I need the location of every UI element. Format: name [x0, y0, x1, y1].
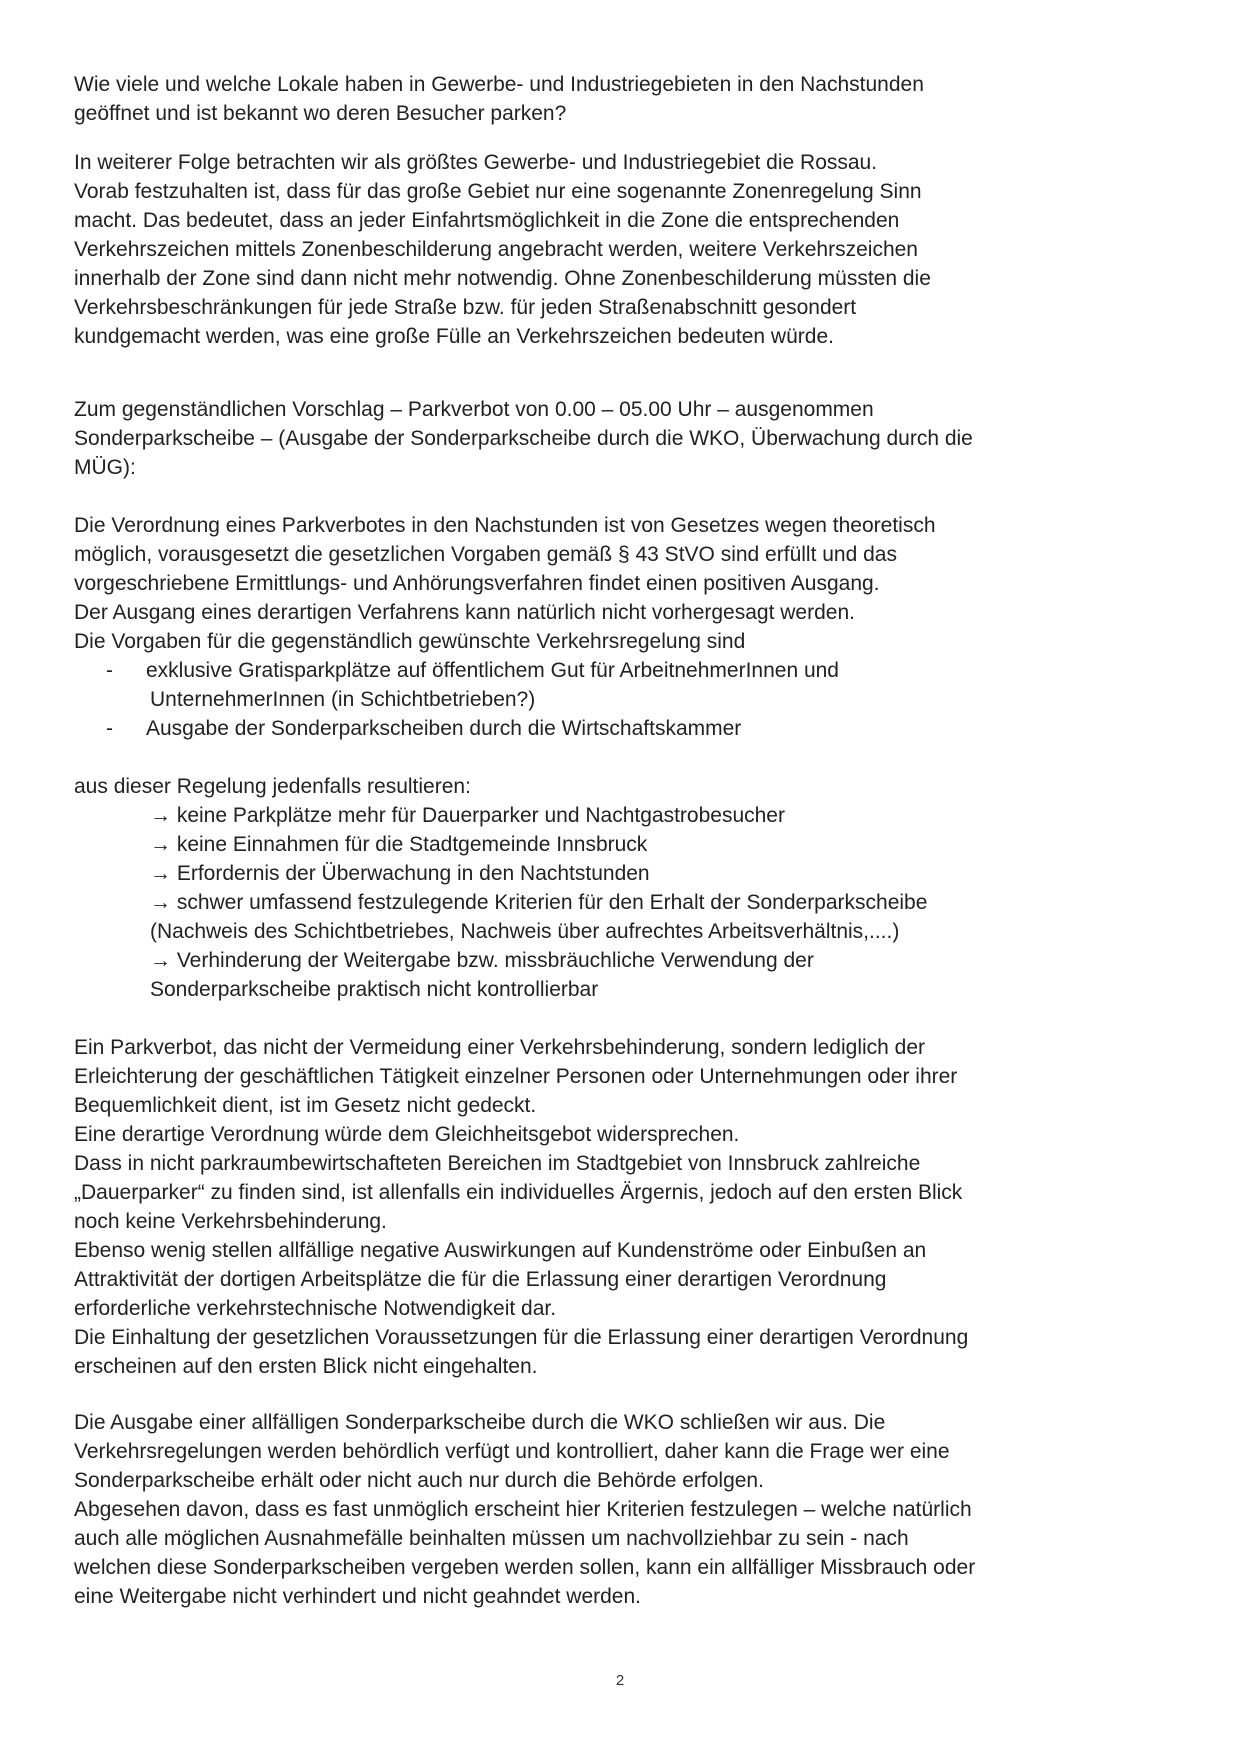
consequence-item: → schwer umfassend festzulegende Kriterien für den Erhalt der Sonderparkscheibe — [150, 891, 928, 914]
text-line: noch keine Verkehrsbehinderung. — [74, 1210, 387, 1233]
text-line: Ebenso wenig stellen allfällige negative Auswirkungen auf Kundenströme oder Einbußen an — [74, 1239, 927, 1262]
text-line: Verkehrsbeschränkungen für jede Straße bzw. für jeden Straßenabschnitt gesondert — [74, 296, 857, 319]
text-line: eine Weitergabe nicht verhindert und nicht geahndet werden. — [74, 1585, 641, 1608]
consequences-heading: aus dieser Regelung jedenfalls resultieren: — [74, 775, 471, 798]
bullet-text: exklusive Gratisparkplätze auf öffentlichem Gut für ArbeitnehmerInnen und — [146, 659, 839, 682]
text-line: Verkehrszeichen mittels Zonenbeschilderung angebracht werden, weitere Verkehrszeichen — [74, 238, 918, 261]
bullet-item — [74, 714, 1184, 743]
consequence-item: → keine Parkplätze mehr für Dauerparker und Nachtgastrobesucher — [150, 804, 785, 827]
text-line: Verkehrsregelungen werden behördlich verfügt und kontrolliert, daher kann die Frage wer eine — [74, 1440, 950, 1463]
rossau-paragraph — [74, 148, 1184, 351]
text-line: Vorab festzuhalten ist, dass für das große Gebiet nur eine sogenannte Zonenregelung Sinn — [74, 180, 922, 203]
text-line: MÜG): — [74, 456, 136, 479]
text-line: „Dauerparker“ zu finden sind, ist allenfalls ein individuelles Ärgernis, jedoch auf den ersten Blick — [74, 1181, 963, 1204]
text-line: Sonderparkscheibe – (Ausgabe der Sonderparkscheibe durch die WKO, Überwachung durch die — [74, 427, 973, 450]
text-line: kundgemacht werden, was eine große Fülle an Verkehrszeichen bedeuten würde. — [74, 325, 834, 348]
consequence-item: (Nachweis des Schichtbetriebes, Nachweis über aufrechtes Arbeitsverhältnis,....) — [150, 920, 900, 943]
text-line: In weiterer Folge betrachten wir als größtes Gewerbe- und Industriegebiet die Rossau. — [74, 151, 878, 174]
text-line: Abgesehen davon, dass es fast unmöglich erscheint hier Kriterien festzulegen – welche natürlich — [74, 1498, 972, 1521]
page-number: 2 — [615, 1672, 625, 1689]
text-line: erforderliche verkehrstechnische Notwendigkeit dar. — [74, 1297, 557, 1320]
text-line: geöffnet und ist bekannt wo deren Besucher parken? — [74, 102, 567, 125]
text-line: vorgeschriebene Ermittlungs- und Anhörungsverfahren findet einen positiven Ausgang. — [74, 572, 880, 595]
text-line: Sonderparkscheibe erhält oder nicht auch nur durch die Behörde erfolgen. — [74, 1469, 764, 1492]
text-line: Erleichterung der geschäftlichen Tätigkeit einzelner Personen oder Unternehmungen oder ihrer — [74, 1065, 958, 1088]
text-line: welchen diese Sonderparkscheiben vergeben werden sollen, kann ein allfälliger Missbrauch oder — [74, 1556, 976, 1579]
consequence-item: → Erfordernis der Überwachung in den Nachtstunden — [150, 862, 650, 885]
consequence-item: Sonderparkscheibe praktisch nicht kontrollierbar — [150, 978, 599, 1001]
text-line: Dass in nicht parkraumbewirtschafteten Bereichen im Stadtgebiet von Innsbruck zahlreiche — [74, 1152, 921, 1175]
text-line: möglich, vorausgesetzt die gesetzlichen Vorgaben gemäß § 43 StVO sind erfüllt und das — [74, 543, 897, 566]
text-line: Zum gegenständlichen Vorschlag – Parkverbot von 0.00 – 05.00 Uhr – ausgenommen — [74, 398, 874, 421]
consequence-item: → Verhinderung der Weitergabe bzw. missbräuchliche Verwendung der — [150, 949, 814, 972]
text-line: Attraktivität der dortigen Arbeitsplätze die für die Erlassung einer derartigen Verordnung — [74, 1268, 887, 1291]
text-line: erscheinen auf den ersten Blick nicht eingehalten. — [74, 1355, 538, 1378]
bullet-item — [74, 656, 1184, 685]
text-line: innerhalb der Zone sind dann nicht mehr notwendig. Ohne Zonenbeschilderung müssten die — [74, 267, 931, 290]
intro-paragraph — [74, 70, 1184, 128]
proposal-paragraph — [74, 395, 1184, 482]
text-line: Eine derartige Verordnung würde dem Gleichheitsgebot widersprechen. — [74, 1123, 740, 1146]
ordinance-paragraph — [74, 511, 1184, 743]
text-line: Wie viele und welche Lokale haben in Gewerbe- und Industriegebieten in den Nachstunden — [74, 73, 924, 96]
text-line: Die Verordnung eines Parkverbotes in den Nachstunden ist von Gesetzes wegen theoretisch — [74, 514, 936, 537]
legal-paragraph — [74, 1033, 1184, 1381]
bullet-dash: - — [106, 659, 113, 682]
bullet-text: Ausgabe der Sonderparkscheiben durch die Wirtschaftskammer — [146, 717, 742, 740]
text-line: Die Einhaltung der gesetzlichen Voraussetzungen für die Erlassung einer derartigen Verordnung — [74, 1326, 969, 1349]
text-line: auch alle möglichen Ausnahmefälle beinhalten müssen um nachvollziehbar zu sein - nach — [74, 1527, 909, 1550]
text-line: macht. Das bedeutet, dass an jeder Einfahrtsmöglichkeit in die Zone die entsprechenden — [74, 209, 900, 232]
text-line: Ein Parkverbot, das nicht der Vermeidung einer Verkehrsbehinderung, sondern lediglich der — [74, 1036, 926, 1059]
bullet-dash: - — [106, 717, 113, 740]
text-line: Die Vorgaben für die gegenständlich gewünschte Verkehrsregelung sind — [74, 630, 746, 653]
wko-paragraph — [74, 1408, 1184, 1611]
text-line: Der Ausgang eines derartigen Verfahrens kann natürlich nicht vorhergesagt werden. — [74, 601, 855, 624]
consequence-item: → keine Einnahmen für die Stadtgemeinde Innsbruck — [150, 833, 648, 856]
consequences-section — [74, 772, 1184, 1004]
text-line: Die Ausgabe einer allfälligen Sonderparkscheibe durch die WKO schließen wir aus. Die — [74, 1411, 886, 1434]
bullet-continuation: UnternehmerInnen (in Schichtbetrieben?) — [150, 688, 536, 711]
text-line: Bequemlichkeit dient, ist im Gesetz nicht gedeckt. — [74, 1094, 537, 1117]
